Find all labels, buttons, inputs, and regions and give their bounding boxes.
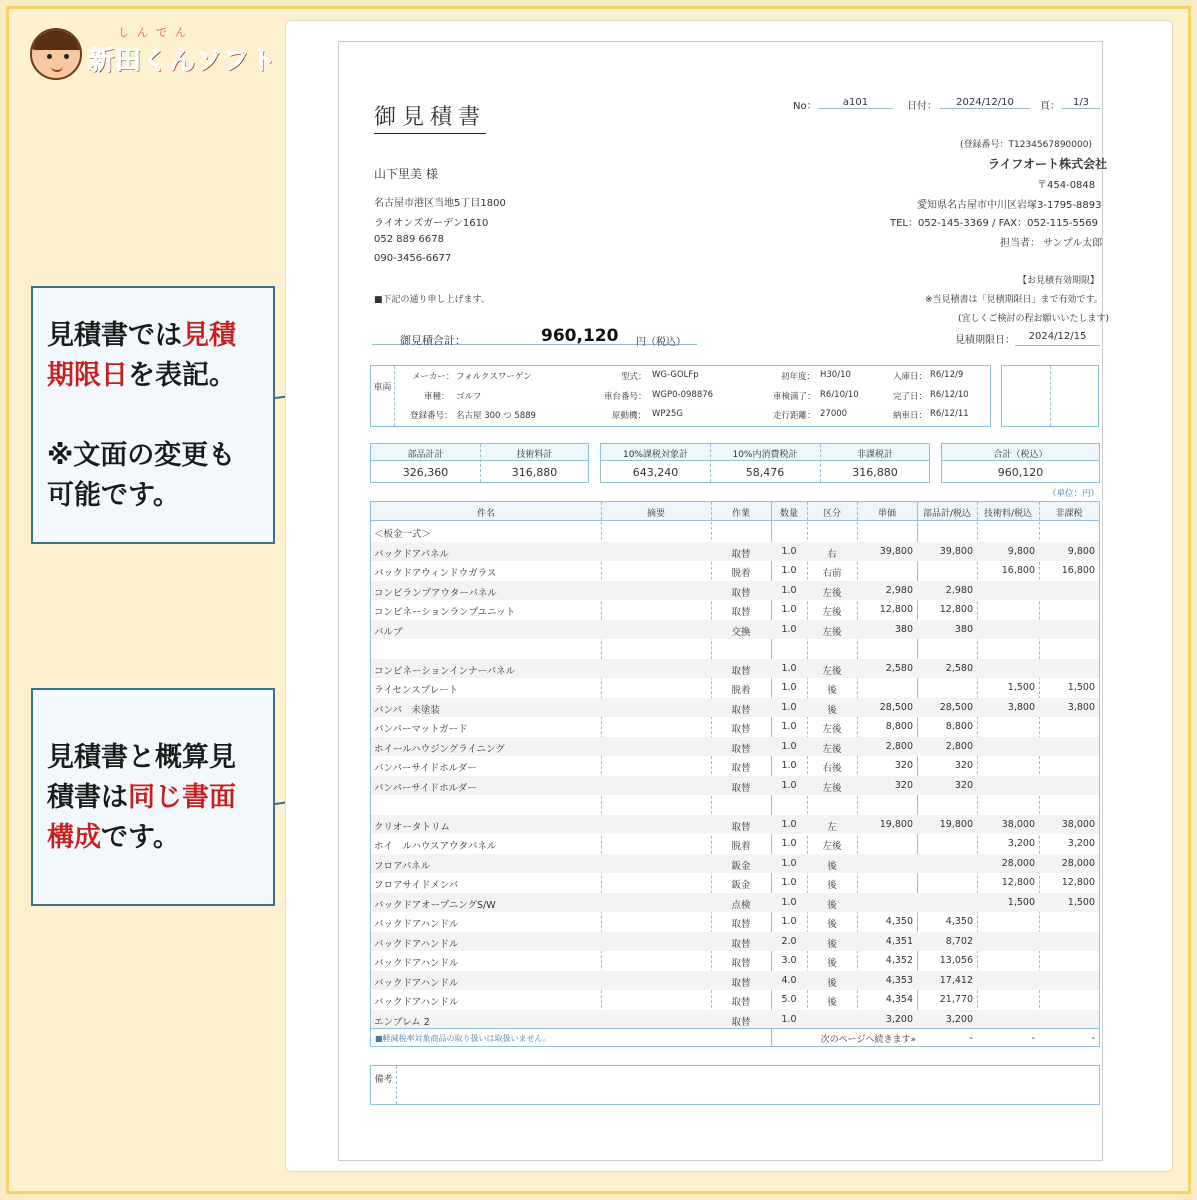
cell-qty: 1.0 [781, 740, 797, 752]
cell-non-taxable: 16,800 [1061, 565, 1095, 576]
cell-qty: 1.0 [781, 1013, 797, 1025]
table-row [371, 600, 1099, 620]
cell-item: コンビネーションランプユニット [374, 607, 516, 618]
cell-item: バンパーマットガード [374, 724, 468, 735]
no-value: a101 [818, 97, 893, 109]
cell-item: バンパ 未塗装 [374, 704, 440, 716]
cell-parts-total: 2,800 [945, 740, 973, 752]
cell-tech-fee: 38,000 [1001, 818, 1035, 830]
cell-section: 左後 [822, 626, 842, 638]
cell-tech-fee: 3,200 [1007, 838, 1035, 849]
tech-total-value: 316,880 [511, 466, 558, 479]
cell-work: 取替 [731, 607, 751, 618]
cell-parts-total: 21,770 [939, 994, 973, 1005]
cell-section: 後 [827, 860, 837, 872]
header-section: 区分 [822, 509, 841, 519]
first-reg-value: H30/10 [820, 370, 851, 380]
table-row [371, 893, 1099, 913]
table-row [371, 951, 1099, 971]
cell-qty: 1.0 [781, 916, 797, 927]
table-row [371, 620, 1099, 640]
cell-unit-price: 380 [894, 623, 913, 635]
cell-parts-total: 4,350 [945, 916, 973, 927]
table-row [371, 834, 1099, 854]
in-date-label: 入庫日： [893, 372, 928, 382]
in-date-value: R6/12/9 [930, 370, 964, 380]
cell-section: 左後 [822, 724, 842, 735]
table-row [371, 854, 1099, 874]
cell-work: 取替 [731, 743, 751, 755]
header-summary: 摘要 [646, 509, 665, 519]
cell-unit-price: 3,200 [885, 1013, 913, 1025]
table-row [371, 698, 1099, 718]
cell-unit-price: 2,800 [885, 740, 913, 752]
validity-note-1: ※当見積書は「見積期限日」まで有効です。 [925, 295, 1103, 305]
validity-date: 2024/12/15 [1015, 331, 1100, 346]
table-row [371, 678, 1099, 698]
taxable-value: 643,240 [632, 466, 679, 479]
summary-tax [600, 443, 930, 483]
cell-qty: 1.0 [781, 877, 797, 888]
header-item: 件名 [476, 509, 495, 519]
inspect-label: 車検満了： [773, 392, 816, 402]
cell-parts-total: 28,500 [939, 701, 973, 713]
tech-total-header: 技術料計 [516, 450, 553, 460]
cell-qty: 1.0 [781, 760, 797, 771]
logo [30, 24, 280, 84]
cell-section: 後 [827, 958, 837, 969]
table-row [371, 659, 1099, 679]
car-label: 車種： [424, 392, 450, 402]
maker-value: フォルクスワーゲン [456, 372, 532, 382]
cell-item: バックドアオープニングS/W [374, 899, 496, 911]
cell-qty: 1.0 [781, 604, 797, 615]
cell-tech-fee: 1,500 [1007, 682, 1035, 693]
cell-work: 脱着 [731, 568, 751, 579]
cell-tech-fee: 16,800 [1001, 565, 1035, 576]
cell-tech-fee: 1,500 [1007, 896, 1035, 908]
date-label: 日付： [907, 101, 937, 112]
cell-section: 後 [827, 899, 837, 911]
vehicle-extra-box [1001, 365, 1099, 427]
cell-parts-total: 8,800 [945, 721, 973, 732]
cell-unit-price: 320 [894, 760, 913, 771]
cell-qty: 1.0 [781, 565, 797, 576]
deliver-label: 納車日： [893, 411, 928, 421]
cell-work: 鈑金 [731, 880, 751, 891]
engine-value: WP25G [652, 409, 683, 419]
cell-qty: 2.0 [781, 935, 797, 947]
company-zip: 〒454-0848 [1037, 180, 1096, 191]
cell-qty: 1.0 [781, 857, 797, 869]
nontax-value: 316,880 [852, 466, 898, 479]
engine-label: 原動機： [612, 411, 647, 421]
unit-note: （単位：円） [1048, 489, 1100, 499]
footer-dash: - [1091, 1033, 1095, 1044]
cell-parts-total: 320 [954, 760, 973, 771]
cell-qty: 1.0 [781, 838, 797, 849]
header-non-taxable: 非課税 [1055, 509, 1083, 519]
cell-item: バンパーサイドホルダー [374, 782, 477, 794]
cell-qty: 1.0 [781, 701, 797, 713]
cell-qty: 4.0 [781, 974, 797, 986]
items-table-footer [371, 1028, 1099, 1047]
cell-item: バックドアハンドル [374, 977, 459, 989]
cell-section: 後 [827, 938, 837, 950]
cell-tech-fee: 12,800 [1001, 877, 1035, 888]
cell-item: バックドアハンドル [374, 919, 459, 930]
customer-name: 山下里美 様 [374, 167, 438, 181]
customer-tel: 052 889 6678 [374, 234, 444, 245]
cell-unit-price: 4,352 [885, 955, 913, 966]
cell-parts-total: 12,800 [939, 604, 973, 615]
cell-section: 左後 [822, 782, 842, 794]
table-row [371, 717, 1099, 737]
cell-parts-total: 320 [954, 779, 973, 791]
plate-label: 登録番号： [410, 411, 453, 421]
company-tel: TEL：052-145-3369 / FAX：052-115-5569 [890, 218, 1098, 229]
cell-unit-price: 28,500 [879, 701, 913, 713]
items-table [370, 501, 1100, 1047]
cell-work: 脱着 [731, 685, 751, 696]
cell-section: 後 [827, 880, 837, 891]
cell-unit-price: 4,351 [885, 935, 913, 947]
cell-work: 取替 [731, 821, 751, 833]
cell-section: 左後 [822, 665, 842, 677]
cell-non-taxable: 1,500 [1067, 896, 1095, 908]
cell-parts-total: 2,980 [945, 584, 973, 596]
cell-item: バックドアハンドル [374, 997, 459, 1008]
cell-item: バックドアハンドル [374, 938, 459, 950]
notice-text: ■下記の通り申し上げます。 [374, 295, 490, 305]
cell-unit-price: 19,800 [879, 818, 913, 830]
done-value: R6/12/10 [930, 390, 969, 400]
cell-work: 取替 [731, 763, 751, 774]
cell-unit-price: 4,354 [885, 994, 913, 1005]
cell-parts-total: 13,056 [939, 955, 973, 966]
cell-section: 後 [827, 919, 837, 930]
header-parts-total: 部品計/税込 [922, 509, 972, 519]
callout-expiry: 見積書では見積 期限日を表記。 ※文面の変更も 可能です。 [31, 286, 275, 544]
cell-item: ＜板金一式＞ [374, 529, 432, 540]
no-label: No： [793, 101, 817, 112]
grand-total-header: 合計（税込） [993, 450, 1048, 460]
cell-work: 取替 [731, 724, 751, 735]
cell-work: 取替 [731, 919, 751, 930]
cell-item: ホイ ルハウスアウタパネル [374, 841, 497, 852]
header-tech-fee: 技術料/税込 [983, 509, 1033, 519]
mileage-label: 走行距離： [773, 411, 816, 421]
maker-label: メーカー： [412, 372, 455, 382]
cell-section: 左後 [822, 743, 842, 755]
cell-unit-price: 8,800 [885, 721, 913, 732]
header-unit-price: 単価 [877, 509, 896, 519]
cell-section: 後 [827, 997, 837, 1008]
total-amount: 960,120 [541, 326, 619, 346]
car-value: ゴルフ [456, 392, 482, 402]
deliver-value: R6/12/11 [930, 409, 969, 419]
cell-work: 取替 [731, 958, 751, 969]
parts-total-header: 部品計計 [407, 450, 444, 460]
cell-work: 取替 [731, 587, 751, 599]
cell-item: バンパーサイドホルダー [374, 763, 477, 774]
cell-parts-total: 39,800 [939, 545, 973, 557]
cell-qty: 3.0 [781, 955, 797, 966]
cell-unit-price: 4,350 [885, 916, 913, 927]
table-row [371, 873, 1099, 893]
cell-work: 取替 [731, 997, 751, 1008]
table-row [371, 932, 1099, 952]
cell-tech-fee: 3,800 [1007, 701, 1035, 713]
doc-title: 御見積書 [374, 100, 486, 134]
logo-ruby: しんでん [118, 26, 194, 39]
cell-non-taxable: 38,000 [1061, 818, 1095, 830]
cell-item: フロアパネル [374, 860, 431, 872]
done-label: 完了日： [893, 392, 928, 402]
table-row [371, 971, 1099, 991]
cell-qty: 1.0 [781, 623, 797, 635]
cell-section: 右後 [822, 763, 842, 774]
cell-item: ライセンスプレート [374, 685, 459, 696]
cell-qty: 1.0 [781, 779, 797, 791]
summary-parts-tech [370, 443, 589, 483]
cell-unit-price: 12,800 [879, 604, 913, 615]
table-row [371, 542, 1099, 562]
vehicle-side-label: 車両 [371, 366, 395, 426]
summary-grand [941, 443, 1100, 483]
total-label: 御見積合計： [400, 334, 466, 347]
cell-parts-total: 19,800 [939, 818, 973, 830]
footer-dash: - [969, 1033, 973, 1044]
model-value: WG-GOLFp [652, 370, 699, 380]
table-row [371, 1010, 1099, 1030]
table-row [371, 912, 1099, 932]
cell-unit-price: 2,580 [885, 662, 913, 674]
total-unit: 円（税込） [636, 337, 686, 348]
cell-work: 取替 [731, 977, 751, 989]
nontax-header: 非課税計 [856, 450, 893, 460]
cell-unit-price: 320 [894, 779, 913, 791]
cell-qty: 1.0 [781, 721, 797, 732]
cell-section: 左後 [822, 607, 842, 618]
header-work: 作業 [731, 509, 750, 519]
cell-parts-total: 8,702 [945, 935, 973, 947]
cell-parts-total: 2,580 [945, 662, 973, 674]
cell-work: 脱着 [731, 841, 751, 852]
company-name: ライフオート株式会社 [988, 157, 1108, 171]
cell-section: 後 [827, 704, 837, 716]
company-staff: 担当者： サンプル太郎 [1000, 238, 1103, 249]
cell-unit-price: 4,353 [885, 974, 913, 986]
model-label: 型式： [621, 372, 647, 382]
cell-work: 取替 [731, 1016, 751, 1028]
mileage-value: 27000 [820, 409, 848, 419]
cell-qty: 1.0 [781, 662, 797, 674]
cell-tech-fee: 9,800 [1007, 545, 1035, 557]
mascot-face-icon [30, 28, 82, 80]
cell-item: バックドアパネル [374, 548, 449, 560]
tax-value: 58,476 [745, 466, 785, 479]
cell-section: 左後 [822, 587, 842, 599]
taxable-header: 10%課税対象計 [622, 450, 688, 460]
validity-label: 見積期限日： [955, 335, 1015, 346]
cell-section: 右 [827, 548, 837, 560]
customer-mobile: 090-3456-6677 [374, 253, 452, 264]
cell-qty: 1.0 [781, 818, 797, 830]
cell-work: 交換 [731, 626, 751, 638]
cell-item: バルブ [374, 626, 403, 638]
cell-section: 後 [827, 685, 837, 696]
cell-section: 右前 [822, 568, 842, 579]
table-row [371, 795, 1099, 815]
cell-item: エンブレム 2 [374, 1016, 430, 1028]
customer-address-2: ライオンズガーデン1610 [374, 218, 489, 229]
cell-parts-total: 380 [954, 623, 973, 635]
cell-item: フロアサイドメンバ [374, 880, 459, 891]
cell-qty: 5.0 [781, 994, 797, 1005]
footer-dash: - [1031, 1033, 1035, 1044]
first-reg-label: 初年度： [781, 372, 816, 382]
footnote: ■軽減税率対象商品の取り扱いは取扱いません。 [375, 1034, 552, 1043]
cell-section: 左 [827, 821, 837, 833]
table-row [371, 737, 1099, 757]
cell-work: 取替 [731, 665, 751, 677]
cell-non-taxable: 28,000 [1061, 857, 1095, 869]
chassis-value: WGP0-098876 [652, 390, 714, 400]
table-row [371, 639, 1099, 659]
cell-item: コンビネーションインナーパネル [374, 665, 516, 677]
table-row [371, 561, 1099, 581]
table-row [371, 990, 1099, 1010]
cell-item: ホイールハウジングライニング [374, 743, 505, 755]
cell-non-taxable: 3,200 [1067, 838, 1095, 849]
cell-item: バックドアハンドル [374, 958, 459, 969]
header-qty: 数量 [779, 509, 798, 519]
table-row [371, 815, 1099, 835]
next-page-text: 次のページへ続きます» [820, 1035, 916, 1045]
chassis-label: 車台番号： [604, 392, 647, 402]
plate-value: 名古屋 300 つ 5889 [456, 411, 536, 421]
cell-parts-total: 3,200 [945, 1013, 973, 1025]
company-address: 愛知県名古屋市中川区岩塚3-1795-8893 [917, 200, 1102, 211]
date-value: 2024/12/10 [940, 97, 1030, 109]
page-label: 頁： [1040, 101, 1060, 112]
cell-section: 左後 [822, 841, 842, 852]
cell-tech-fee: 28,000 [1001, 857, 1035, 869]
cell-qty: 1.0 [781, 584, 797, 596]
cell-qty: 1.0 [781, 896, 797, 908]
table-row [371, 581, 1099, 601]
logo-brand: 新田くんソフト [88, 46, 278, 76]
registration-number: (登録番号：T1234567890000) [960, 140, 1092, 150]
validity-note-2: (宜しくご検討の程お願いいたします) [958, 314, 1110, 324]
cell-item: コンビランプアウターパネル [374, 587, 497, 599]
cell-item: クリオータトリム [374, 821, 450, 833]
cell-work: 点検 [731, 899, 751, 911]
customer-address-1: 名古屋市港区当地5丁目1800 [374, 198, 506, 209]
cell-work: 鈑金 [731, 860, 751, 872]
cell-work: 取替 [731, 938, 751, 950]
cell-non-taxable: 12,800 [1061, 877, 1095, 888]
parts-total-value: 326,360 [402, 466, 449, 479]
cell-unit-price: 39,800 [879, 545, 913, 557]
cell-work: 取替 [731, 548, 751, 560]
cell-parts-total: 17,412 [939, 974, 973, 986]
inspect-value: R6/10/10 [820, 390, 859, 400]
cell-item: バックドアウィンドウガラス [374, 568, 497, 579]
tax-header: 10%内消費税計 [732, 450, 798, 460]
cell-non-taxable: 9,800 [1067, 545, 1095, 557]
cell-unit-price: 2,980 [885, 584, 913, 596]
grand-total-value: 960,120 [997, 466, 1044, 479]
cell-work: 取替 [731, 782, 751, 794]
cell-work: 取替 [731, 704, 751, 716]
cell-qty: 1.0 [781, 545, 797, 557]
cell-qty: 1.0 [781, 682, 797, 693]
cell-section: 後 [827, 977, 837, 989]
table-row [371, 756, 1099, 776]
validity-heading: 【お見積有効期限】 [1018, 276, 1100, 286]
callout-same-format: 見積書と概算見 積書は同じ書面 構成です。 [31, 688, 275, 906]
table-row [371, 776, 1099, 796]
table-row [371, 522, 1099, 542]
remarks-box [370, 1065, 1100, 1105]
remarks-label: 備考 [371, 1066, 397, 1104]
page-value: 1/3 [1062, 97, 1100, 109]
cell-non-taxable: 1,500 [1067, 682, 1095, 693]
cell-non-taxable: 3,800 [1067, 701, 1095, 713]
